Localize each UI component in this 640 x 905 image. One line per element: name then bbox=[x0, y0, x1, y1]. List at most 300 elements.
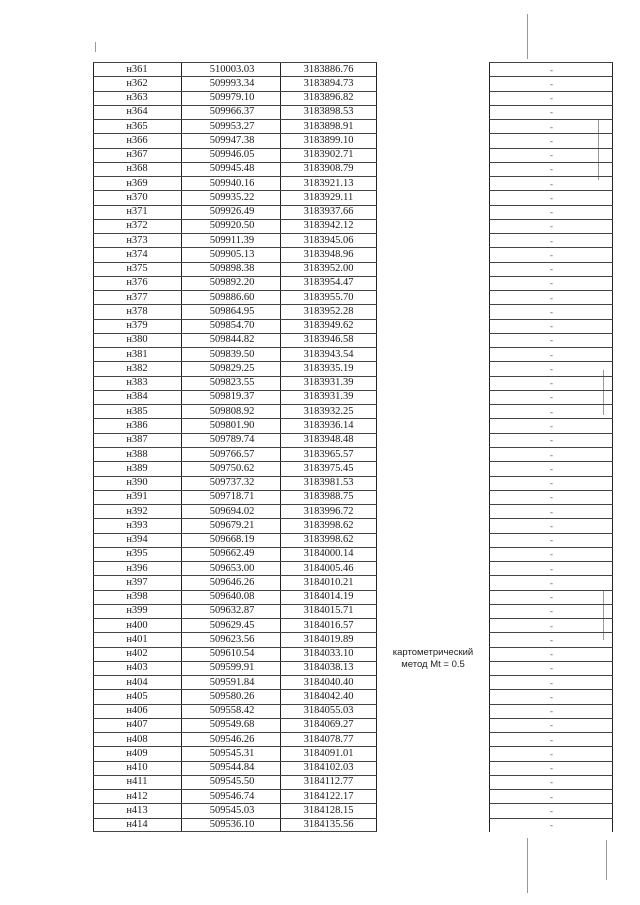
y-coordinate: 3183975.45 bbox=[303, 462, 354, 474]
x-coordinate: 509892.20 bbox=[209, 277, 255, 289]
point-id: н394 bbox=[126, 534, 148, 546]
coordinates-table bbox=[93, 62, 613, 832]
table-row bbox=[93, 419, 613, 433]
row-line bbox=[489, 133, 613, 134]
row-line bbox=[93, 133, 377, 134]
table-row bbox=[93, 91, 613, 105]
row-line bbox=[93, 390, 377, 391]
row-line bbox=[93, 304, 377, 305]
row-line bbox=[93, 105, 377, 106]
point-id: н368 bbox=[126, 163, 148, 175]
y-coordinate: 3183932.25 bbox=[303, 405, 354, 417]
point-id: н410 bbox=[126, 762, 148, 774]
row-line bbox=[93, 404, 377, 405]
row-line bbox=[489, 761, 613, 762]
point-id: н375 bbox=[126, 263, 148, 275]
table-row bbox=[93, 262, 613, 276]
row-line bbox=[489, 361, 613, 362]
row-line bbox=[93, 461, 377, 462]
y-coordinate: 3183965.57 bbox=[303, 448, 354, 460]
table-row bbox=[93, 134, 613, 148]
x-coordinate: 509839.50 bbox=[209, 348, 255, 360]
row-line bbox=[489, 704, 613, 705]
table-row bbox=[93, 234, 613, 248]
dash-mark: - bbox=[550, 135, 553, 146]
dash-mark: - bbox=[550, 748, 553, 759]
x-coordinate: 509789.74 bbox=[209, 434, 255, 446]
row-line bbox=[489, 76, 613, 77]
row-line bbox=[93, 632, 377, 633]
table-row bbox=[93, 747, 613, 761]
x-coordinate: 509558.42 bbox=[209, 705, 255, 717]
row-line bbox=[489, 632, 613, 633]
row-line bbox=[93, 504, 377, 505]
point-id: н390 bbox=[126, 477, 148, 489]
x-coordinate: 509946.05 bbox=[209, 149, 255, 161]
row-line bbox=[93, 447, 377, 448]
row-line bbox=[489, 105, 613, 106]
y-coordinate: 3183937.66 bbox=[303, 206, 354, 218]
dash-mark: - bbox=[550, 107, 553, 118]
point-id: н408 bbox=[126, 733, 148, 745]
row-line bbox=[93, 575, 377, 576]
row-line bbox=[489, 62, 613, 63]
row-line bbox=[93, 347, 377, 348]
row-line bbox=[489, 789, 613, 790]
row-line bbox=[489, 262, 613, 263]
x-coordinate: 509632.87 bbox=[209, 605, 255, 617]
x-coordinate: 509646.26 bbox=[209, 576, 255, 588]
row-line bbox=[93, 590, 377, 591]
row-line bbox=[93, 290, 377, 291]
point-id: н397 bbox=[126, 576, 148, 588]
point-id: н387 bbox=[126, 434, 148, 446]
x-coordinate: 509993.34 bbox=[209, 77, 255, 89]
dash-mark: - bbox=[550, 620, 553, 631]
table-row bbox=[93, 120, 613, 134]
row-line bbox=[93, 732, 377, 733]
table-row bbox=[93, 633, 613, 647]
table-row bbox=[93, 77, 613, 91]
x-coordinate: 509966.37 bbox=[209, 106, 255, 118]
point-id: н376 bbox=[126, 277, 148, 289]
table-row bbox=[93, 348, 613, 362]
x-coordinate: 509668.19 bbox=[209, 534, 255, 546]
point-id: н389 bbox=[126, 462, 148, 474]
table-row bbox=[93, 690, 613, 704]
table-row bbox=[93, 433, 613, 447]
row-line bbox=[489, 561, 613, 562]
x-coordinate: 509546.74 bbox=[209, 790, 255, 802]
dash-mark: - bbox=[550, 592, 553, 603]
x-coordinate: 509546.26 bbox=[209, 733, 255, 745]
row-line bbox=[93, 205, 377, 206]
point-id: н384 bbox=[126, 391, 148, 403]
y-coordinate: 3183988.75 bbox=[303, 491, 354, 503]
y-coordinate: 3184005.46 bbox=[303, 562, 354, 574]
row-line bbox=[93, 91, 377, 92]
row-line bbox=[93, 219, 377, 220]
x-coordinate: 509953.27 bbox=[209, 120, 255, 132]
table-row bbox=[93, 63, 613, 77]
y-coordinate: 3184000.14 bbox=[303, 548, 354, 560]
dash-mark: - bbox=[550, 378, 553, 389]
row-line bbox=[93, 333, 377, 334]
table-row bbox=[93, 661, 613, 675]
scan-mark bbox=[95, 42, 96, 52]
row-line bbox=[93, 176, 377, 177]
row-line bbox=[489, 746, 613, 747]
point-id: н409 bbox=[126, 747, 148, 759]
dash-mark: - bbox=[550, 435, 553, 446]
x-coordinate: 509640.08 bbox=[209, 591, 255, 603]
table-row bbox=[93, 775, 613, 789]
row-line bbox=[93, 247, 377, 248]
table-row bbox=[93, 718, 613, 732]
y-coordinate: 3184019.89 bbox=[303, 633, 354, 645]
point-id: н403 bbox=[126, 662, 148, 674]
row-line bbox=[93, 276, 377, 277]
table-border-bottom bbox=[93, 831, 377, 832]
dash-mark: - bbox=[550, 363, 553, 374]
x-coordinate: 509750.62 bbox=[209, 462, 255, 474]
row-line bbox=[93, 704, 377, 705]
y-coordinate: 3183936.14 bbox=[303, 419, 354, 431]
x-coordinate: 509823.55 bbox=[209, 377, 255, 389]
row-line bbox=[489, 675, 613, 676]
point-id: н362 bbox=[126, 77, 148, 89]
row-line bbox=[489, 604, 613, 605]
table-row bbox=[93, 533, 613, 547]
dash-mark: - bbox=[550, 78, 553, 89]
y-coordinate: 3183896.82 bbox=[303, 92, 354, 104]
dash-mark: - bbox=[550, 549, 553, 560]
row-line bbox=[489, 518, 613, 519]
row-line bbox=[489, 533, 613, 534]
x-coordinate: 509886.60 bbox=[209, 291, 255, 303]
table-row bbox=[93, 362, 613, 376]
y-coordinate: 3183996.72 bbox=[303, 505, 354, 517]
table-row bbox=[93, 490, 613, 504]
table-row bbox=[93, 761, 613, 775]
point-id: н386 bbox=[126, 419, 148, 431]
table-row bbox=[93, 319, 613, 333]
table-row bbox=[93, 248, 613, 262]
y-coordinate: 3183931.39 bbox=[303, 391, 354, 403]
x-coordinate: 509829.25 bbox=[209, 362, 255, 374]
y-coordinate: 3183948.96 bbox=[303, 248, 354, 260]
y-coordinate: 3183981.53 bbox=[303, 477, 354, 489]
dash-mark: - bbox=[550, 506, 553, 517]
row-line bbox=[93, 661, 377, 662]
x-coordinate: 509898.38 bbox=[209, 263, 255, 275]
table-row bbox=[93, 804, 613, 818]
row-line bbox=[489, 476, 613, 477]
dash-mark: - bbox=[550, 520, 553, 531]
dash-mark: - bbox=[550, 64, 553, 75]
table-row bbox=[93, 647, 613, 661]
row-line bbox=[489, 818, 613, 819]
x-coordinate: 509536.10 bbox=[209, 819, 255, 831]
x-coordinate: 509653.00 bbox=[209, 562, 255, 574]
point-id: н364 bbox=[126, 106, 148, 118]
x-coordinate: 509599.91 bbox=[209, 662, 255, 674]
dash-mark: - bbox=[550, 420, 553, 431]
y-coordinate: 3183929.11 bbox=[303, 191, 354, 203]
row-line bbox=[489, 247, 613, 248]
row-line bbox=[93, 746, 377, 747]
point-id: н361 bbox=[126, 63, 148, 75]
dash-mark: - bbox=[550, 392, 553, 403]
table-row bbox=[93, 276, 613, 290]
table-row bbox=[93, 390, 613, 404]
row-line bbox=[489, 775, 613, 776]
row-line bbox=[489, 404, 613, 405]
dash-mark: - bbox=[550, 321, 553, 332]
table-row bbox=[93, 704, 613, 718]
table-row bbox=[93, 476, 613, 490]
x-coordinate: 509935.22 bbox=[209, 191, 255, 203]
table-row bbox=[93, 405, 613, 419]
point-id: н370 bbox=[126, 191, 148, 203]
table-row bbox=[93, 462, 613, 476]
table-row bbox=[93, 162, 613, 176]
point-id: н407 bbox=[126, 719, 148, 731]
x-coordinate: 509766.57 bbox=[209, 448, 255, 460]
dash-mark: - bbox=[550, 535, 553, 546]
x-coordinate: 509662.49 bbox=[209, 548, 255, 560]
table-row bbox=[93, 590, 613, 604]
table-row bbox=[93, 177, 613, 191]
point-id: н404 bbox=[126, 676, 148, 688]
y-coordinate: 3184016.57 bbox=[303, 619, 354, 631]
table-row bbox=[93, 519, 613, 533]
row-line bbox=[93, 376, 377, 377]
dash-mark: - bbox=[550, 763, 553, 774]
row-line bbox=[489, 119, 613, 120]
point-id: н382 bbox=[126, 362, 148, 374]
y-coordinate: 3183898.91 bbox=[303, 120, 354, 132]
dash-mark: - bbox=[550, 720, 553, 731]
row-line bbox=[93, 547, 377, 548]
point-id: н374 bbox=[126, 248, 148, 260]
row-line bbox=[489, 647, 613, 648]
row-line bbox=[93, 62, 377, 63]
dash-mark: - bbox=[550, 492, 553, 503]
point-id: н381 bbox=[126, 348, 148, 360]
dash-mark: - bbox=[550, 264, 553, 275]
row-line bbox=[93, 689, 377, 690]
y-coordinate: 3183942.12 bbox=[303, 220, 354, 232]
point-id: н398 bbox=[126, 591, 148, 603]
y-coordinate: 3184042.40 bbox=[303, 690, 354, 702]
y-coordinate: 3184055.03 bbox=[303, 705, 354, 717]
dash-mark: - bbox=[550, 93, 553, 104]
table-row bbox=[93, 105, 613, 119]
dash-mark: - bbox=[550, 820, 553, 831]
point-id: н412 bbox=[126, 790, 148, 802]
dash-mark: - bbox=[550, 478, 553, 489]
row-line bbox=[489, 162, 613, 163]
y-coordinate: 3183894.73 bbox=[303, 77, 354, 89]
row-line bbox=[489, 333, 613, 334]
table-row bbox=[93, 219, 613, 233]
row-line bbox=[93, 533, 377, 534]
table-row bbox=[93, 547, 613, 561]
table-row bbox=[93, 790, 613, 804]
row-line bbox=[489, 447, 613, 448]
row-line bbox=[489, 276, 613, 277]
x-coordinate: 509623.56 bbox=[209, 633, 255, 645]
dash-mark: - bbox=[550, 349, 553, 360]
method-line-2: метод Mt = 0.5 bbox=[401, 659, 465, 670]
point-id: н367 bbox=[126, 149, 148, 161]
row-line bbox=[489, 290, 613, 291]
dash-mark: - bbox=[550, 249, 553, 260]
dash-mark: - bbox=[550, 777, 553, 788]
x-coordinate: 509545.03 bbox=[209, 804, 255, 816]
y-coordinate: 3184091.01 bbox=[303, 747, 354, 759]
point-id: н401 bbox=[126, 633, 148, 645]
point-id: н393 bbox=[126, 519, 148, 531]
row-line bbox=[489, 304, 613, 305]
row-line bbox=[489, 148, 613, 149]
row-line bbox=[93, 162, 377, 163]
dash-mark: - bbox=[550, 449, 553, 460]
x-coordinate: 510003.03 bbox=[209, 63, 255, 75]
row-line bbox=[489, 319, 613, 320]
row-line bbox=[93, 490, 377, 491]
y-coordinate: 3183952.00 bbox=[303, 263, 354, 275]
dash-mark: - bbox=[550, 577, 553, 588]
point-id: н413 bbox=[126, 804, 148, 816]
x-coordinate: 509718.71 bbox=[209, 491, 255, 503]
x-coordinate: 509979.10 bbox=[209, 92, 255, 104]
point-id: н406 bbox=[126, 705, 148, 717]
x-coordinate: 509808.92 bbox=[209, 405, 255, 417]
row-line bbox=[93, 418, 377, 419]
row-line bbox=[489, 433, 613, 434]
row-line bbox=[93, 675, 377, 676]
row-line bbox=[489, 490, 613, 491]
dash-mark: - bbox=[550, 791, 553, 802]
dash-mark: - bbox=[550, 335, 553, 346]
scan-mark bbox=[527, 14, 528, 59]
dash-mark: - bbox=[550, 805, 553, 816]
row-line bbox=[93, 561, 377, 562]
point-id: н380 bbox=[126, 334, 148, 346]
row-line bbox=[93, 262, 377, 263]
row-line bbox=[489, 205, 613, 206]
dash-mark: - bbox=[550, 691, 553, 702]
dash-mark: - bbox=[550, 207, 553, 218]
dash-mark: - bbox=[550, 463, 553, 474]
point-id: н414 bbox=[126, 819, 148, 831]
table-row bbox=[93, 604, 613, 618]
x-coordinate: 509864.95 bbox=[209, 305, 255, 317]
y-coordinate: 3184128.15 bbox=[303, 804, 354, 816]
point-id: н396 bbox=[126, 562, 148, 574]
table-row bbox=[93, 333, 613, 347]
row-line bbox=[93, 518, 377, 519]
x-coordinate: 509737.32 bbox=[209, 477, 255, 489]
dash-mark: - bbox=[550, 649, 553, 660]
y-coordinate: 3183948.48 bbox=[303, 434, 354, 446]
point-id: н372 bbox=[126, 220, 148, 232]
y-coordinate: 3183998.62 bbox=[303, 534, 354, 546]
row-line bbox=[93, 647, 377, 648]
row-line bbox=[489, 504, 613, 505]
row-line bbox=[489, 176, 613, 177]
dash-mark: - bbox=[550, 178, 553, 189]
x-coordinate: 509947.38 bbox=[209, 134, 255, 146]
table-row bbox=[93, 205, 613, 219]
point-id: н379 bbox=[126, 320, 148, 332]
table-row bbox=[93, 305, 613, 319]
dash-mark: - bbox=[550, 292, 553, 303]
point-id: н366 bbox=[126, 134, 148, 146]
row-line bbox=[93, 775, 377, 776]
row-line bbox=[93, 361, 377, 362]
x-coordinate: 509545.31 bbox=[209, 747, 255, 759]
scan-mark bbox=[606, 840, 607, 880]
point-id: н377 bbox=[126, 291, 148, 303]
row-line bbox=[489, 661, 613, 662]
point-id: н411 bbox=[126, 776, 148, 788]
point-id: н363 bbox=[126, 92, 148, 104]
y-coordinate: 3183998.62 bbox=[303, 519, 354, 531]
point-id: н399 bbox=[126, 605, 148, 617]
dash-mark: - bbox=[550, 706, 553, 717]
point-id: н371 bbox=[126, 206, 148, 218]
point-id: н402 bbox=[126, 648, 148, 660]
row-line bbox=[489, 376, 613, 377]
y-coordinate: 3184038.13 bbox=[303, 662, 354, 674]
row-line bbox=[489, 803, 613, 804]
y-coordinate: 3183935.19 bbox=[303, 362, 354, 374]
x-coordinate: 509945.48 bbox=[209, 163, 255, 175]
row-line bbox=[489, 547, 613, 548]
row-line bbox=[93, 433, 377, 434]
row-line bbox=[93, 789, 377, 790]
y-coordinate: 3183908.79 bbox=[303, 163, 354, 175]
dash-mark: - bbox=[550, 192, 553, 203]
point-id: н383 bbox=[126, 377, 148, 389]
dash-mark: - bbox=[550, 663, 553, 674]
row-line bbox=[489, 461, 613, 462]
dash-mark: - bbox=[550, 634, 553, 645]
y-coordinate: 3183946.58 bbox=[303, 334, 354, 346]
row-line bbox=[93, 119, 377, 120]
point-id: н395 bbox=[126, 548, 148, 560]
row-line bbox=[489, 390, 613, 391]
y-coordinate: 3183886.76 bbox=[303, 63, 354, 75]
table-row bbox=[93, 448, 613, 462]
point-id: н400 bbox=[126, 619, 148, 631]
x-coordinate: 509911.39 bbox=[209, 234, 255, 246]
dash-mark: - bbox=[550, 164, 553, 175]
y-coordinate: 3184015.71 bbox=[303, 605, 354, 617]
row-line bbox=[489, 618, 613, 619]
dash-mark: - bbox=[550, 606, 553, 617]
row-line bbox=[93, 319, 377, 320]
y-coordinate: 3183921.13 bbox=[303, 177, 354, 189]
table-row bbox=[93, 291, 613, 305]
y-coordinate: 3183943.54 bbox=[303, 348, 354, 360]
y-coordinate: 3183899.10 bbox=[303, 134, 354, 146]
table-row bbox=[93, 562, 613, 576]
dash-mark: - bbox=[550, 306, 553, 317]
